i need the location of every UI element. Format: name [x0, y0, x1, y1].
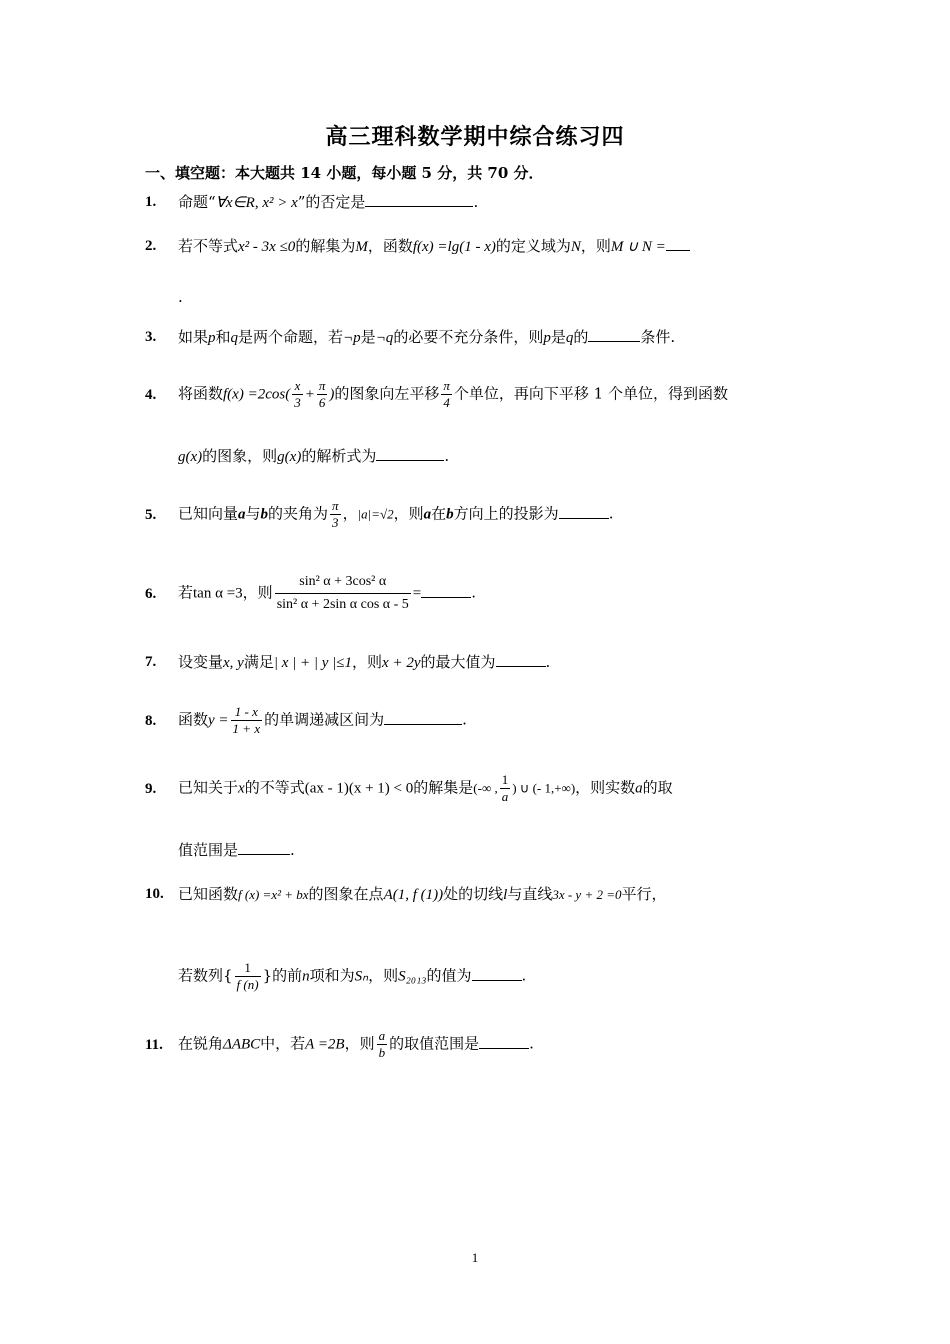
fraction: $\frac{1}{f (n)}$	[236, 960, 259, 992]
fraction: $\frac{x}{3}$	[294, 378, 301, 410]
question-9-line2: 值范围是 .	[178, 838, 295, 861]
fraction: $\frac{\text{sin² α + 3cos² α}}{\text{sin² α + 2sin α cos α - 5}}$	[275, 571, 411, 616]
question-6: 6. 若tan α =3，则 $\frac{\text{sin² α + 3cos² α}}{\text{sin² α + 2sin α cos α - 5}}$ = .	[145, 571, 825, 616]
question-9: 9. 已知关于x的不等式(ax - 1)(x + 1) < 0的解集是(-∞ , $\frac{1}{a}$ ) ∪ (- 1,+∞)，则实数a的取	[145, 772, 673, 804]
answer-blank	[559, 502, 609, 519]
answer-blank	[365, 190, 473, 207]
fraction: $\frac{\pi}{4}$	[443, 378, 450, 410]
answer-blank	[384, 708, 462, 725]
question-2-end: .	[178, 288, 183, 306]
question-1: 1. 命题“∀x∈R, x² > x”的否定是 .	[145, 190, 825, 214]
fraction: $\frac{a}{b}$	[378, 1028, 386, 1060]
section-heading: 一、填空题：本大题共 14 小题，每小题 5 分，共 70 分．	[145, 164, 544, 182]
fraction: $\frac{\pi}{6}$	[318, 378, 326, 410]
question-10-line2: 若数列{ $\frac{1}{f (n)}$ }的前n项和为Sₙ，则S₂₀₁₃的值为 .	[178, 960, 527, 992]
question-11: 11. 在锐角ΔABC中，若A =2B，则 $\frac{a}{b}$ 的取值范围是 .	[145, 1028, 534, 1060]
answer-blank	[479, 1032, 529, 1049]
question-10: 10. 已知函数f (x) =x² + bx的图象在点A(1, f (1))处的切线l与直线3x - y + 2 =0平行，	[145, 884, 667, 903]
fraction: $\frac{1 - x}{1 + x}$	[232, 704, 261, 736]
answer-blank	[421, 581, 471, 598]
question-4-line2: g(x)的图象，则g(x)的解析式为 .	[178, 444, 449, 468]
question-3: 3. 如果p和q是两个命题，若¬p是¬q的必要不充分条件，则p是q的 条件.	[145, 325, 825, 349]
answer-blank	[666, 234, 690, 251]
answer-blank	[376, 444, 444, 461]
question-4: 4. 将函数f(x) =2cos( $\frac{x}{3}$ + $\frac{\pi}{6}$ )的图象向左平移 $\frac{\pi}{4}$ 个单位，再向下平移 1 个单位，得到函数	[145, 378, 728, 410]
fraction: $\frac{1}{a}$	[501, 772, 509, 804]
question-8: 8. 函数y = $\frac{1 - x}{1 + x}$ 的单调递减区间为 .	[145, 704, 467, 736]
answer-blank	[472, 964, 522, 981]
answer-blank	[238, 838, 290, 855]
answer-blank	[496, 650, 546, 667]
answer-blank	[588, 325, 640, 342]
fraction: $\frac{\pi}{3}$	[332, 498, 339, 530]
question-5: 5. 已知向量a与b的夹角为 $\frac{\pi}{3}$ ，|a|=√2，则a在b方向上的投影为 .	[145, 498, 614, 530]
page-title: 高三理科数学期中综合练习四	[325, 124, 625, 150]
question-7: 7. 设变量x, y满足| x | + | y |≤1，则x + 2y的最大值为 .	[145, 650, 825, 674]
question-2: 2. 若不等式x² - 3x ≤0的解集为M，函数f(x) =lg(1 - x)的定义域为N，则M ∪ N =	[145, 234, 825, 258]
page-number: 1	[471, 1250, 479, 1265]
